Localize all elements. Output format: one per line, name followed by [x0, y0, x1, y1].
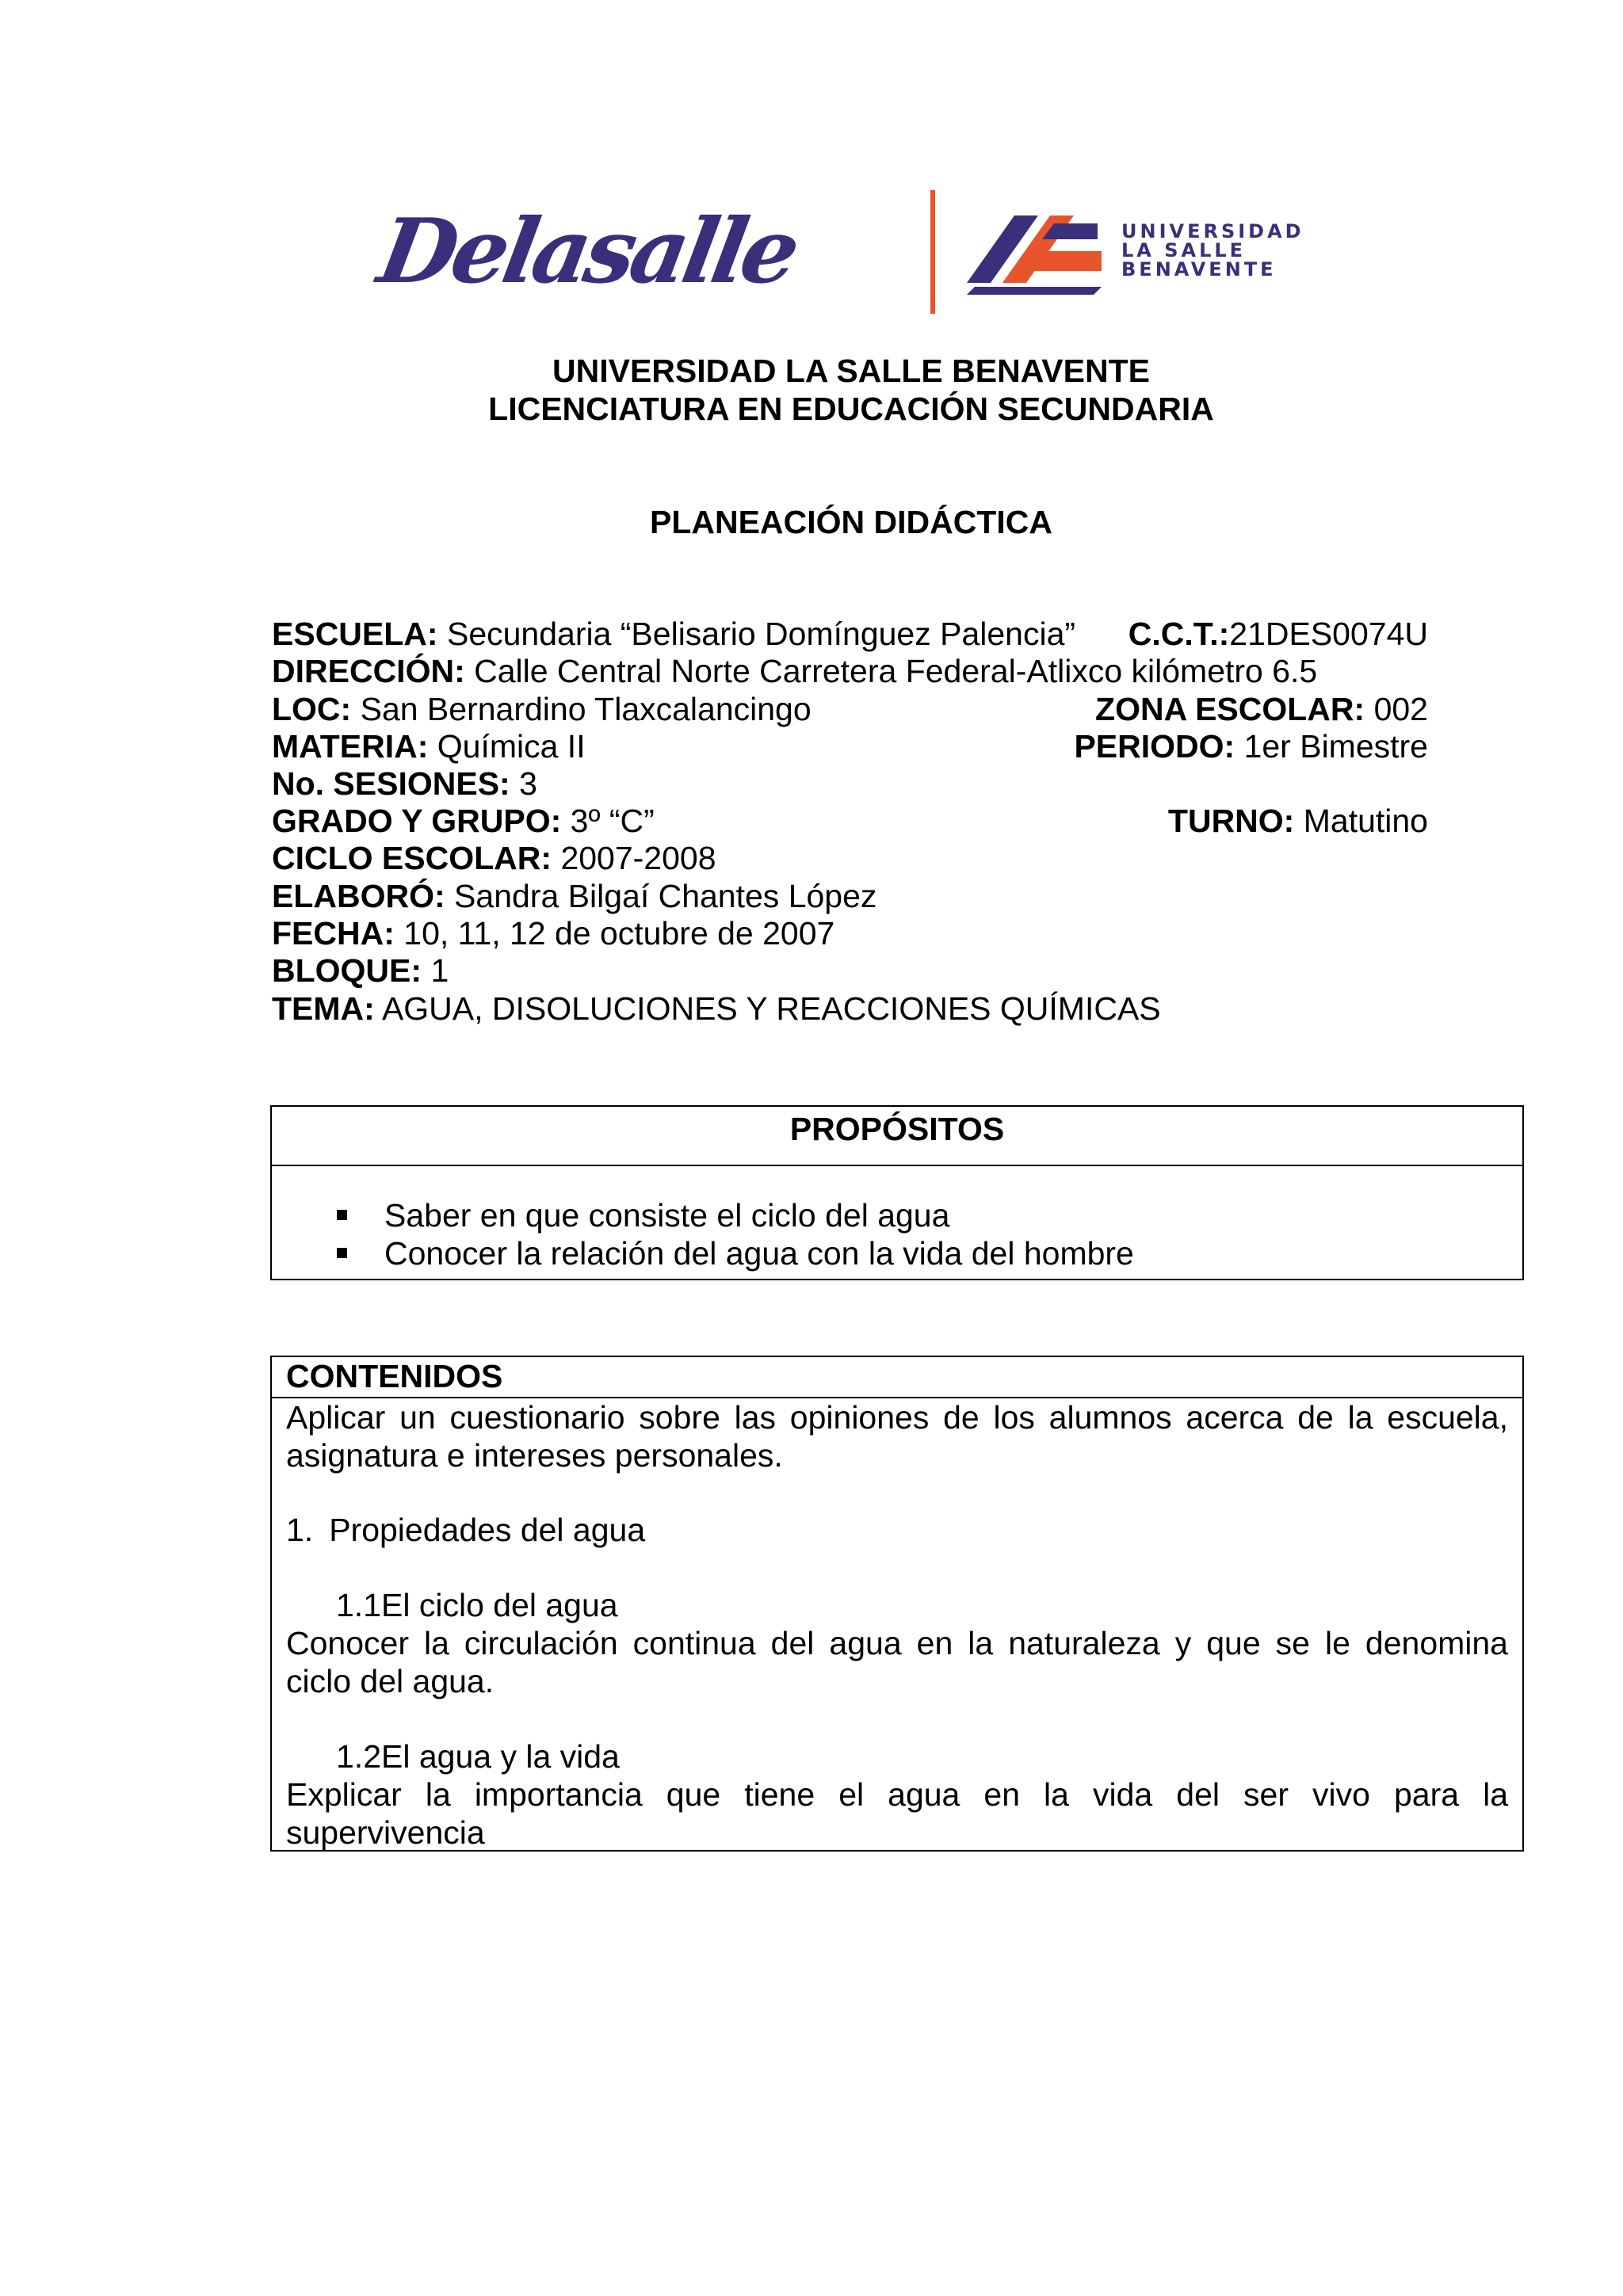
- bullet-square-icon: [337, 1210, 347, 1220]
- contenidos-box: [270, 1356, 1524, 1852]
- field-tema: TEMA: AGUA, DISOLUCIONES Y REACCIONES QUÍMICAS: [272, 990, 1161, 1027]
- list-item: Saber en que consiste el ciclo del agua: [272, 1196, 1522, 1234]
- field-zona-escolar: ZONA ESCOLAR: 002: [1095, 691, 1428, 727]
- logo-wordmark: [1121, 222, 1335, 279]
- field-ciclo-escolar: CICLO ESCOLAR: 2007-2008: [272, 840, 716, 876]
- propositos-list: [272, 1196, 1522, 1272]
- propositos-title: PROPÓSITOS: [272, 1107, 1522, 1166]
- contenidos-title: CONTENIDOS: [272, 1357, 1522, 1398]
- field-loc: LOC: San Bernardino Tlaxcalancingo: [272, 691, 812, 727]
- field-direccion: DIRECCIÓN: Calle Central Norte Carretera Federal-Atlixco kilómetro 6.5: [272, 653, 1318, 689]
- logo-line-2: LA SALLE: [1121, 239, 1247, 261]
- contenidos-sub-2-desc-line-1: Explicar la importancia que tiene el agua en la vida del ser vivo para la: [286, 1776, 1508, 1813]
- logo-line-1: UNIVERSIDAD: [1121, 220, 1304, 242]
- delasalle-script-logo: Delasalle: [371, 200, 804, 303]
- document-title: PLANEACIÓN DIDÁCTICA: [650, 504, 1052, 540]
- contenidos-item-1: 1. Propiedades del agua: [286, 1512, 646, 1548]
- field-materia: MATERIA: Química II: [272, 728, 586, 765]
- field-escuela: ESCUELA: Secundaria “Belisario Domínguez Palencia”: [272, 616, 1076, 652]
- field-periodo: PERIODO: 1er Bimestre: [1074, 728, 1428, 765]
- contenidos-intro-line-1: Aplicar un cuestionario sobre las opiniones de los alumnos acerca de la escuela,: [286, 1399, 1508, 1436]
- contenidos-sub-2-desc-line-2: supervivencia: [286, 1814, 485, 1851]
- contenidos-sub-item-1-2: 1.2El agua y la vida: [336, 1738, 620, 1775]
- field-turno: TURNO: Matutino: [1167, 803, 1428, 839]
- field-grado-grupo: GRADO Y GRUPO: 3º “C”: [272, 803, 655, 839]
- degree-title: LICENCIATURA EN EDUCACIÓN SECUNDARIA: [488, 391, 1214, 427]
- field-sesiones: No. SESIONES: 3: [272, 765, 537, 802]
- logo-line-3: BENAVENTE: [1121, 258, 1277, 280]
- contenidos-sub-1-desc-line-2: ciclo del agua.: [286, 1663, 495, 1699]
- propositos-box: [270, 1105, 1524, 1280]
- la-salle-emblem-icon: [959, 208, 1109, 295]
- field-fecha: FECHA: 10, 11, 12 de octubre de 2007: [272, 915, 835, 952]
- university-logo: [371, 190, 1331, 317]
- field-elaboro: ELABORÓ: Sandra Bilgaí Chantes López: [272, 878, 877, 914]
- contenidos-sub-1-desc-line-1: Conocer la circulación continua del agua en la naturaleza y que se le denomina: [286, 1625, 1508, 1661]
- contenidos-body: [272, 1398, 1522, 1852]
- bullet-square-icon: [337, 1248, 347, 1258]
- field-bloque: BLOQUE: 1: [272, 952, 449, 989]
- logo-divider: [930, 190, 935, 314]
- contenidos-intro-line-2: asignatura e intereses personales.: [286, 1437, 783, 1474]
- field-cct: C.C.T.:21DES0074U: [1128, 616, 1428, 652]
- list-item: Conocer la relación del agua con la vida del hombre: [272, 1234, 1522, 1272]
- contenidos-sub-item-1-1: 1.1El ciclo del agua: [336, 1587, 618, 1623]
- university-title: UNIVERSIDAD LA SALLE BENAVENTE: [552, 353, 1150, 389]
